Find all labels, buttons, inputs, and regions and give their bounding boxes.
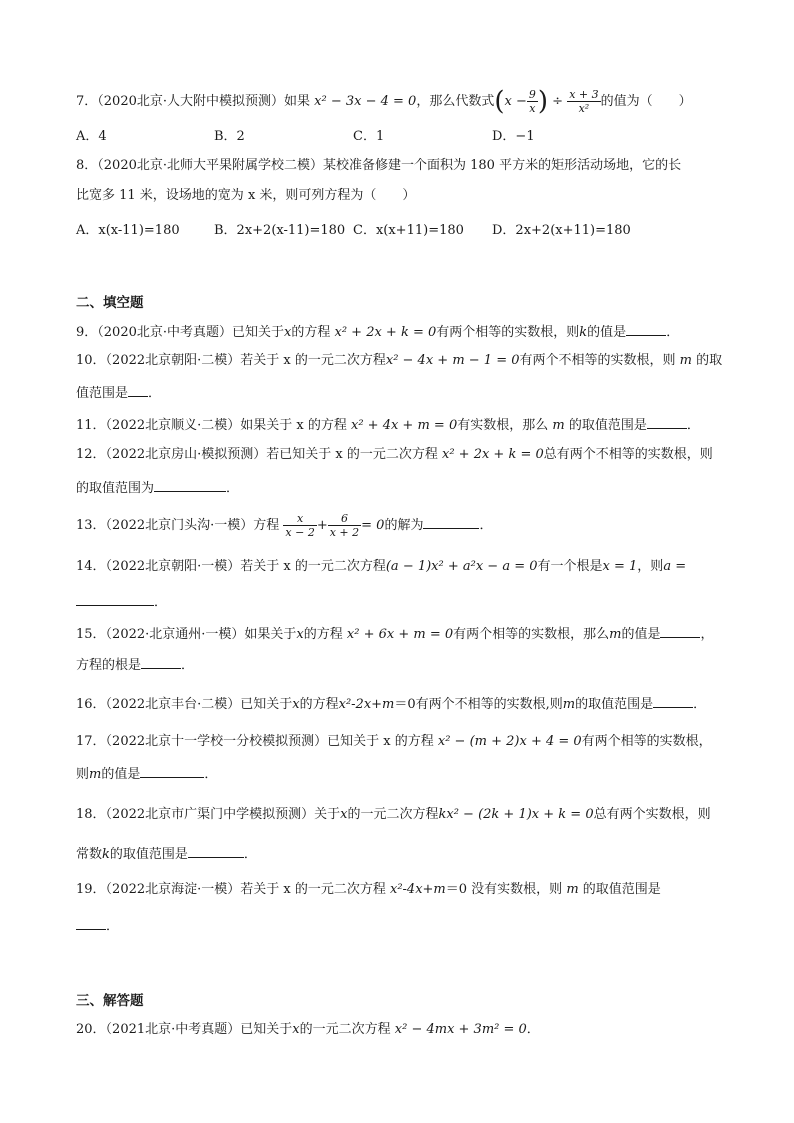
q17-answer-blank[interactable] (140, 764, 204, 778)
q13-text-b: 的解为 (384, 518, 424, 533)
q14-text-b: 有一个根是 (537, 559, 603, 574)
question-19 (76, 881, 726, 899)
question-13 (76, 512, 726, 539)
q13-frac1-den: x − 2 (285, 526, 315, 539)
question-8-line-2: 比宽多 11 米，设场地的宽为 x 米，则可列方程为（ ） (76, 188, 416, 203)
question-10-line-2 (76, 383, 726, 403)
q10-line2: 值范围是 (76, 386, 129, 401)
q10-text-b: 有两个不相等的实数根，则 (519, 353, 676, 368)
q7-option-a[interactable]: A．4 (76, 129, 107, 144)
q11-text-c: 的取值范围是 (568, 418, 647, 433)
question-16 (76, 694, 726, 714)
q18-text-b: 的一元二次方程 (347, 807, 439, 822)
q14-text-c: ，则 (637, 559, 664, 574)
q16-var: x (292, 697, 300, 712)
question-10 (76, 352, 726, 370)
q18-answer-blank[interactable] (188, 844, 244, 858)
q12-text-b: 总有两个不相等的实数根，则 (543, 447, 713, 462)
q15-comma: ， (700, 627, 714, 642)
q16-equation: x²-2x+m (338, 697, 395, 712)
q7-option-d[interactable]: D．−1 (492, 129, 535, 144)
q14-equation: (a − 1)x² + a²x − a = 0 (385, 559, 538, 574)
question-18 (76, 806, 726, 824)
q20-text-a: 20．（2021北京·中考真题）已知关于 (76, 1022, 293, 1037)
q15-equation: x² + 6x + m = 0 (346, 627, 454, 642)
q20-var: x (292, 1022, 300, 1037)
q17-equation: x² − (m + 2)x + 4 = 0 (437, 734, 582, 749)
q15-line2: 方程的根是 (76, 658, 142, 673)
q15-text-b: 的方程 (303, 627, 343, 642)
q20-equation: x² − 4mx + 3m² = 0 (394, 1022, 527, 1037)
q13-frac2-den: x + 2 (329, 526, 360, 539)
q8-option-c[interactable]: C．x(x+11)=180 (353, 223, 464, 238)
q7-option-b[interactable]: B．2 (214, 129, 245, 144)
q20-end: ． (526, 1022, 540, 1037)
q18-line2-b: 的取值范围是 (109, 847, 188, 862)
q11-answer-blank[interactable] (647, 415, 687, 429)
q9-k: k (579, 325, 588, 340)
q17-m: m (89, 767, 102, 782)
q17-text-b: 有两个相等的实数根， (581, 734, 712, 749)
q13-plus: + (316, 518, 328, 533)
q7-expr: x − (504, 94, 527, 109)
question-17 (76, 733, 726, 751)
q7-option-c[interactable]: C．1 (353, 129, 385, 144)
q12-equation: x² + 2x + k = 0 (442, 447, 544, 462)
q7-mid: ，那么代数式 (416, 94, 495, 109)
q11-end: ． (686, 418, 700, 433)
q16-end: ． (693, 697, 707, 712)
q16-text-d: 的取值范围是 (575, 697, 654, 712)
q15-text-d: 的值是 (621, 627, 661, 642)
q7-frac1-num: 9 (528, 88, 536, 101)
q15-answer-blank-2[interactable] (141, 655, 181, 669)
q11-text-a: 11．（2022北京顺义·二模）如果关于 x 的方程 (76, 418, 347, 433)
q16-answer-blank[interactable] (653, 694, 693, 708)
q10-answer-blank[interactable] (128, 383, 148, 397)
q16-text-b: 的方程 (299, 697, 339, 712)
q9-text-c: 有两个相等的实数根，则 (436, 325, 580, 340)
q20-text-b: 的一元二次方程 (299, 1022, 391, 1037)
q11-text-b: 有实数根，那么 (457, 418, 549, 433)
q7-fraction-1 (527, 88, 538, 115)
q13-frac1-num: x (283, 512, 316, 526)
q12-line2: 的取值范围为 (76, 481, 155, 496)
q18-k: k (102, 847, 110, 862)
question-12-line-2 (76, 478, 726, 498)
q13-fraction-1 (283, 512, 316, 539)
q15-m: m (609, 627, 622, 642)
q17-line2-b: 的值是 (101, 767, 141, 782)
q13-answer-blank[interactable] (423, 515, 479, 529)
question-8-line-1: 8．（2020北京·北师大平果附属学校二模）某校准备修建一个面积为 180 平方米的矩形活动场地，它的长 (76, 158, 682, 173)
q9-equation: x² + 2x + k = 0 (334, 325, 437, 340)
q14-a-equals: a = (663, 559, 687, 574)
q15-text-a: 15．（2022·北京通州·一模）如果关于 (76, 627, 297, 642)
q9-end: ． (666, 325, 680, 340)
q13-equation: = 0 (361, 518, 385, 533)
q16-text-a: 16．（2022北京丰台·二模）已知关于 (76, 697, 293, 712)
q18-text-a: 18．（2022北京市广渠门中学模拟预测）关于 (76, 807, 341, 822)
q9-answer-blank[interactable] (626, 322, 666, 336)
q7-tail: 的值为（ ） (600, 94, 692, 109)
q17-end: ． (204, 767, 218, 782)
q10-text-c: 的取 (696, 353, 723, 368)
q14-end: ． (154, 595, 168, 610)
q11-m: m (552, 418, 565, 433)
question-14-line-2 (76, 592, 726, 612)
question-7 (76, 88, 726, 115)
q14-text-a: 14．（2022北京朝阳·一模）若关于 x 的一元二次方程 (76, 559, 386, 574)
q9-text-a: 9．（2020北京·中考真题）已知关于 (76, 325, 284, 340)
q8-option-d[interactable]: D．2x+2(x+11)=180 (492, 223, 631, 238)
q19-text-c: 的取值范围是 (582, 882, 661, 897)
q12-text-a: 12．（2022北京房山·模拟预测）若已知关于 x 的一元二次方程 (76, 447, 438, 462)
q19-answer-blank[interactable] (76, 916, 106, 930)
question-11 (76, 415, 726, 435)
q7-frac2-num: x + 3 (569, 88, 599, 101)
q17-text-a: 17．（2022北京十一学校一分校模拟预测）已知关于 x 的方程 (76, 734, 434, 749)
q19-text-a: 19．（2022北京海淀·一模）若关于 x 的一元二次方程 (76, 882, 386, 897)
question-9 (76, 322, 726, 342)
q9-text-d: 的值是 (587, 325, 627, 340)
q17-line2-a: 则 (76, 767, 90, 782)
q18-line2-a: 常数 (76, 847, 103, 862)
q11-equation: x² + 4x + m = 0 (351, 418, 458, 433)
q10-text-a: 10．（2022北京朝阳·二模）若关于 x 的一元二次方程 (76, 353, 386, 368)
q13-fraction-2 (328, 512, 361, 539)
q19-end: ． (106, 919, 120, 934)
q8-option-a[interactable]: A．x(x-11)=180 (76, 223, 180, 238)
q13-frac2-num: 6 (328, 512, 361, 526)
question-17-line-2 (76, 764, 726, 784)
q15-var: x (296, 627, 304, 642)
q16-text-c: ＝0有两个不相等的实数根,则 (394, 697, 563, 712)
question-15-line-2 (76, 655, 726, 675)
q16-m: m (562, 697, 576, 712)
q7-equation: x² − 3x − 4 = 0 (314, 94, 417, 109)
q7-lead: 7．（2020北京·人大附中模拟预测）如果 (76, 94, 310, 109)
left-paren: ( (494, 86, 505, 117)
q10-equation: x² − 4x + m − 1 = 0 (385, 353, 520, 368)
question-15 (76, 624, 726, 644)
q7-fraction-2 (567, 88, 600, 115)
q19-equation: x²-4x+m (390, 882, 446, 897)
q7-frac1-den: x (529, 102, 536, 115)
q14-root: x = 1 (602, 559, 638, 574)
question-19-line-2 (76, 916, 726, 936)
q18-var: x (340, 807, 348, 822)
q10-m: m (679, 353, 692, 368)
q14-answer-blank[interactable] (76, 592, 154, 606)
question-12 (76, 446, 726, 464)
q8-option-b[interactable]: B．2x+2(x-11)=180 (214, 223, 346, 238)
q15-end: ． (181, 658, 195, 673)
q12-end: ． (226, 481, 240, 496)
section-fill-in-title: 二、填空题 (76, 295, 144, 311)
q7-divide: ÷ (552, 94, 564, 109)
q13-text-a: 13．（2022北京门头沟·一模）方程 (76, 518, 280, 533)
right-paren: ) (537, 86, 548, 117)
q9-text-b: 的方程 (291, 325, 331, 340)
q15-answer-blank-1[interactable] (660, 624, 700, 638)
q12-answer-blank[interactable] (154, 478, 226, 492)
q15-text-c: 有两个相等的实数根，那么 (453, 627, 610, 642)
q13-end: ． (479, 518, 493, 533)
q18-text-c: 总有两个实数根，则 (593, 807, 711, 822)
q10-end: ． (148, 386, 162, 401)
question-14 (76, 558, 726, 576)
q18-end: ． (243, 847, 257, 862)
section-answer-title: 三、解答题 (76, 993, 144, 1009)
q18-equation: kx² − (2k + 1)x + k = 0 (438, 807, 594, 822)
q7-frac2-den: x² (578, 102, 590, 115)
question-20 (76, 1021, 726, 1039)
q19-text-b: ＝0 没有实数根，则 (445, 882, 563, 897)
q19-m: m (566, 882, 579, 897)
question-18-line-2 (76, 844, 726, 864)
q9-var: x (284, 325, 292, 340)
